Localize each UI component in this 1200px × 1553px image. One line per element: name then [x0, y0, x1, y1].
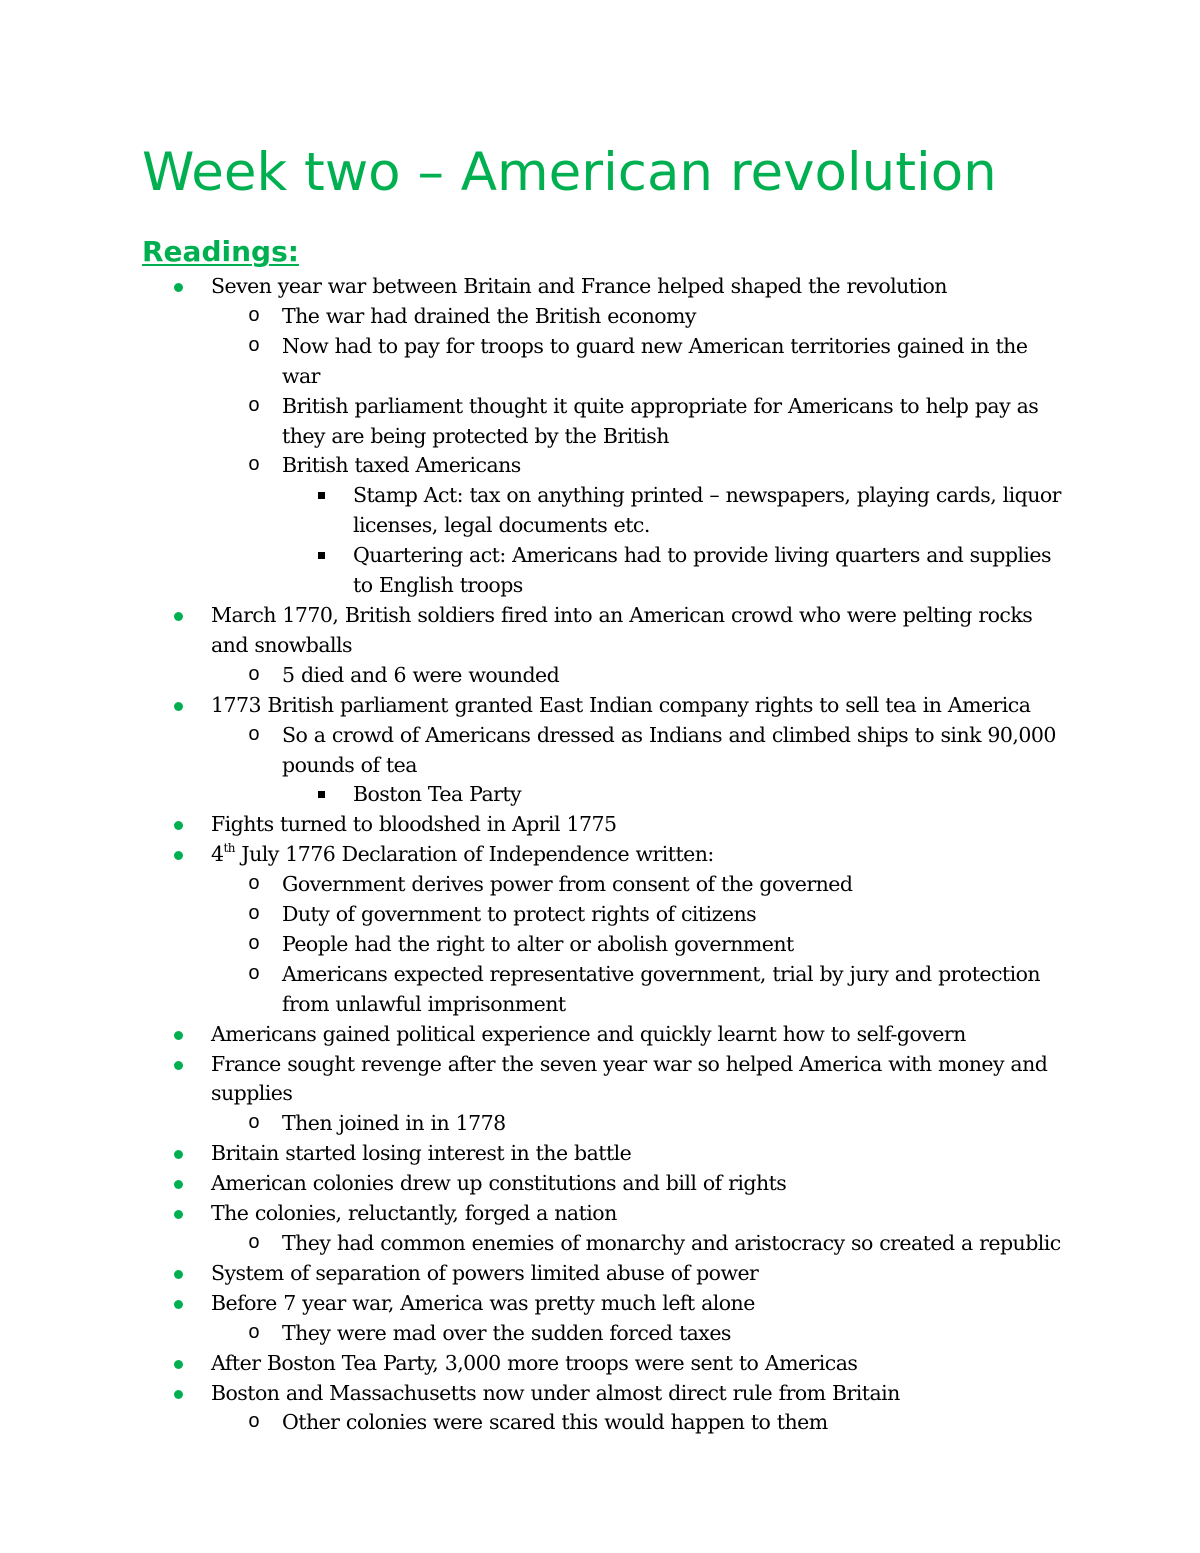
list-item-text [282, 304, 696, 328]
hollow-o-bullet-icon: o [248, 663, 260, 687]
list-item-text [211, 1351, 857, 1375]
list-item-body: 1773 British parliament granted East Indian company rights to sell tea in America [211, 692, 1031, 717]
list-item-level-3 [0, 780, 1063, 810]
list-item-level-2 [0, 960, 1067, 1020]
hollow-o-bullet-icon: o [248, 903, 260, 927]
filled-circle-bullet-icon [174, 1210, 183, 1219]
list-item-level-1 [0, 1349, 1056, 1379]
list-item-text [211, 1141, 631, 1165]
list-item-body: Other colonies were scared this would happen to them [282, 1410, 828, 1435]
list-item-body: Duty of government to protect rights of citizens [282, 902, 757, 927]
square-bullet-icon [318, 492, 325, 499]
hollow-o-bullet-icon: o [248, 394, 260, 418]
list-item-level-1 [0, 1169, 1056, 1199]
list-item-text [282, 902, 756, 926]
list-item-text [211, 1052, 1047, 1106]
list-item-level-2 [0, 451, 1067, 481]
filled-circle-bullet-icon [174, 821, 183, 830]
list-item-level-2 [0, 661, 1067, 691]
list-item-body: Americans expected representative government, trial by jury and protection from unlawful imprisonment [282, 961, 1041, 1016]
list-item-body: British taxed Americans [282, 453, 521, 478]
list-item-text [211, 274, 947, 298]
list-item-level-3 [0, 541, 1063, 601]
list-item-body: March 1770, British soldiers fired into an American crowd who were pelting rocks and snowballs [211, 602, 1033, 657]
hollow-o-bullet-icon: o [248, 304, 260, 328]
list-item-text [282, 962, 1040, 1016]
filled-circle-bullet-icon [174, 1031, 183, 1040]
list-item-level-2 [0, 392, 1067, 452]
list-item-body: 5 died and 6 were wounded [282, 662, 560, 687]
list-item-level-2 [0, 930, 1067, 960]
list-item-level-1 [0, 1289, 1056, 1319]
list-item-level-1 [0, 1259, 1056, 1289]
list-item-body: System of separation of powers limited abuse of power [211, 1260, 759, 1285]
list-item-body: Then joined in in 1778 [282, 1111, 506, 1136]
hollow-o-bullet-icon: o [248, 873, 260, 897]
list-item-level-3 [0, 481, 1063, 541]
list-item-prefix: 4 [211, 842, 224, 867]
list-item-text [282, 1410, 828, 1434]
list-item-text [211, 1291, 755, 1315]
ordinal-superscript: th [223, 841, 235, 856]
list-item-body: People had the right to alter or abolish government [282, 931, 794, 956]
list-item-level-1 [0, 601, 1056, 661]
filled-circle-bullet-icon [174, 1061, 183, 1070]
list-item-level-1 [0, 810, 1056, 840]
hollow-o-bullet-icon: o [248, 454, 260, 478]
page-title: Week two – American revolution [142, 142, 997, 203]
list-item-text [282, 453, 521, 477]
filled-circle-bullet-icon [174, 1390, 183, 1399]
hollow-o-bullet-icon: o [248, 932, 260, 956]
filled-circle-bullet-icon [174, 1270, 183, 1279]
square-bullet-icon [318, 791, 325, 798]
list-item-text [211, 603, 1032, 657]
square-bullet-icon [318, 552, 325, 559]
list-item-body: Americans gained political experience and quickly learnt how to self-govern [211, 1021, 966, 1046]
list-item-body: July 1776 Declaration of Independence written: [234, 842, 714, 867]
hollow-o-bullet-icon: o [248, 1232, 260, 1255]
list-item-body: American colonies drew up constitutions and bill of rights [211, 1171, 787, 1196]
list-item-body: They had common enemies of monarchy and aristocracy so created a republic [282, 1231, 1061, 1255]
list-item-body: Before 7 year war, America was pretty much left alone [211, 1290, 755, 1315]
hollow-o-bullet-icon: o [248, 1112, 260, 1136]
list-item-level-2 [0, 721, 1067, 781]
list-item-level-2 [0, 1229, 1067, 1259]
list-item-body: After Boston Tea Party, 3,000 more troops were sent to Americas [211, 1350, 858, 1375]
list-item-body: Fights turned to bloodshed in April 1775 [211, 812, 617, 837]
list-item-body: They were mad over the sudden forced taxes [282, 1320, 731, 1345]
list-item-body: The colonies, reluctantly, forged a nation [211, 1201, 617, 1226]
hollow-o-bullet-icon: o [248, 723, 260, 747]
section-heading-readings: Readings: [142, 235, 299, 268]
list-item-text [282, 334, 1027, 388]
list-item-body: Boston Tea Party [353, 782, 522, 807]
list-item-body: Britain started losing interest in the battle [211, 1141, 632, 1166]
list-item-level-2 [0, 900, 1067, 930]
list-item-text [282, 663, 559, 687]
list-item-level-2 [0, 302, 1067, 332]
list-item-body: France sought revenge after the seven year war so helped America with money and supplies [211, 1051, 1048, 1106]
list-item-body: Boston and Massachusetts now under almost direct rule from Britain [211, 1380, 900, 1405]
list-item-body: Government derives power from consent of the governed [282, 872, 853, 897]
hollow-o-bullet-icon: o [248, 1411, 260, 1435]
list-item-text [353, 782, 521, 806]
list-item-body: Quartering act: Americans had to provide living quarters and supplies to English troops [353, 543, 1051, 598]
list-item-text [211, 1261, 758, 1285]
list-item-level-1 [0, 691, 1056, 721]
list-item-body: Now had to pay for troops to guard new American territories gained in the war [282, 333, 1028, 388]
hollow-o-bullet-icon: o [248, 962, 260, 986]
list-item-text [211, 1201, 617, 1225]
list-item-text [211, 1022, 966, 1046]
list-item-text [211, 842, 714, 866]
list-item-level-1 [0, 1199, 1056, 1229]
list-item-text [282, 1321, 731, 1345]
list-item-text [211, 693, 1030, 717]
filled-circle-bullet-icon [174, 1360, 183, 1369]
list-item-level-1 [0, 1050, 1056, 1110]
list-item-body: Stamp Act: tax on anything printed – newspapers, playing cards, liquor licenses, legal documents etc. [353, 483, 1061, 538]
list-item-text [282, 1231, 1061, 1255]
list-item-level-1 [0, 1020, 1056, 1050]
list-item-level-2 [0, 1109, 1067, 1139]
readings-bullet-list [0, 272, 1200, 1438]
list-item-level-1 [0, 272, 1056, 302]
list-item-level-1 [0, 840, 1056, 870]
list-item-text [282, 723, 1056, 777]
list-item-level-2 [0, 1319, 1067, 1349]
filled-circle-bullet-icon [174, 851, 183, 860]
filled-circle-bullet-icon [174, 1150, 183, 1159]
filled-circle-bullet-icon [174, 702, 183, 711]
list-item-text [211, 812, 616, 836]
list-item-body: British parliament thought it quite appropriate for Americans to help pay as they are being protected by the British [282, 393, 1039, 448]
list-item-body: The war had drained the British economy [282, 303, 696, 328]
list-item-text [211, 1381, 900, 1405]
list-item-text [211, 1171, 786, 1195]
list-item-level-2 [0, 870, 1067, 900]
list-item-level-1 [0, 1139, 1056, 1169]
list-item-text [353, 543, 1051, 597]
list-item-text [353, 483, 1061, 537]
filled-circle-bullet-icon [174, 612, 183, 621]
list-item-text [282, 394, 1038, 448]
list-item-level-2 [0, 332, 1067, 392]
filled-circle-bullet-icon [174, 1180, 183, 1189]
hollow-o-bullet-icon: o [248, 1321, 260, 1345]
filled-circle-bullet-icon [174, 1300, 183, 1309]
filled-circle-bullet-icon [174, 283, 183, 292]
list-item-text [282, 1111, 506, 1135]
list-item-level-1 [0, 1379, 1056, 1409]
hollow-o-bullet-icon: o [248, 334, 260, 358]
list-item-body: So a crowd of Americans dressed as Indians and climbed ships to sink 90,000 pounds of tea [282, 722, 1056, 777]
list-item-body: Seven year war between Britain and France helped shaped the revolution [211, 274, 947, 298]
list-item-text [282, 872, 852, 896]
list-item-text [282, 932, 794, 956]
list-item-level-2 [0, 1408, 1067, 1438]
